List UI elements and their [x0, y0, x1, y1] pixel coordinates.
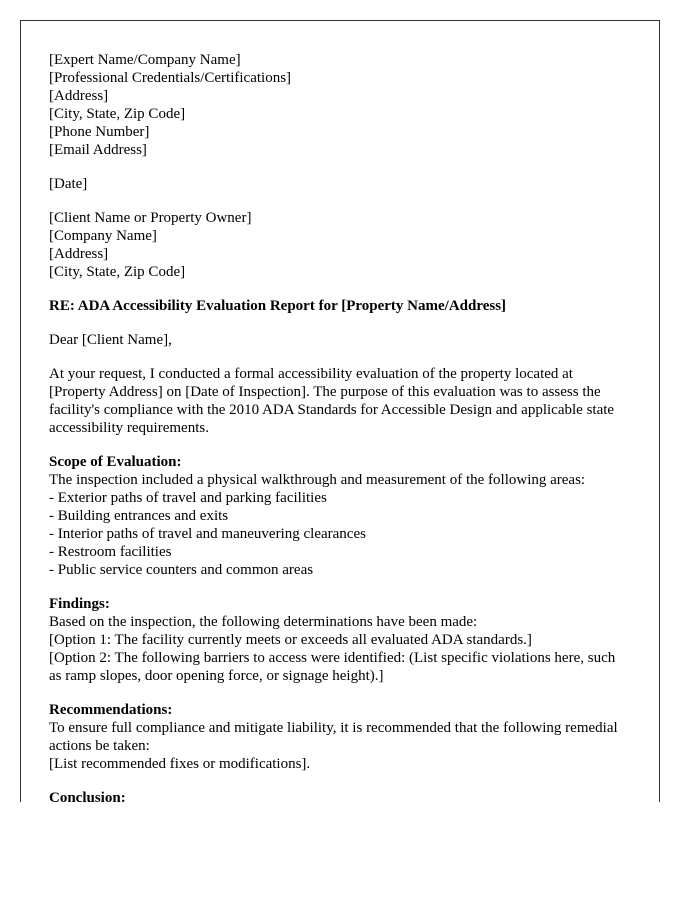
findings-line: Based on the inspection, the following determinations have been made:: [49, 614, 478, 630]
recommendations-heading: Recommendations:: [49, 702, 173, 718]
date: [Date]: [49, 176, 88, 192]
intro-paragraph: At your request, I conducted a formal accessibility evaluation of the property located at [Property Address] on [Date of Inspection]. The purpose of this evaluation was to assess the facility's compliance with the 2010 ADA Standards for Accessible Design and applicable state accessibility requirements.: [49, 366, 615, 436]
scope-item: - Building entrances and exits: [49, 508, 229, 524]
scope-item: - Interior paths of travel and maneuvering clearances: [49, 526, 366, 542]
scope-item: - Restroom facilities: [49, 544, 172, 560]
scope-heading: Scope of Evaluation:: [49, 454, 182, 470]
recipient-line: [Client Name or Property Owner]: [49, 210, 252, 226]
sender-block: [49, 51, 631, 159]
letter-page: [20, 20, 660, 802]
findings-section: [49, 595, 631, 685]
recipient-block: [49, 209, 631, 281]
sender-line: [Professional Credentials/Certifications]: [49, 70, 292, 86]
scope-section: [49, 453, 631, 579]
findings-heading: Findings:: [49, 596, 110, 612]
scope-item: - Exterior paths of travel and parking facilities: [49, 490, 327, 506]
recipient-line: [Company Name]: [49, 228, 157, 244]
recipient-line: [Address]: [49, 246, 109, 262]
sender-line: [City, State, Zip Code]: [49, 106, 186, 122]
findings-line: [Option 1: The facility currently meets or exceeds all evaluated ADA standards.]: [49, 632, 532, 648]
recipient-line: [City, State, Zip Code]: [49, 264, 186, 280]
sender-line: [Phone Number]: [49, 124, 150, 140]
findings-line: [Option 2: The following barriers to access were identified: (List specific violations here, such as ramp slopes, door opening force, or signage height).]: [49, 650, 616, 684]
conclusion-heading: Conclusion:: [49, 790, 126, 802]
recommendations-line: To ensure full compliance and mitigate liability, it is recommended that the following remedial actions be taken:: [49, 720, 618, 754]
sender-line: [Email Address]: [49, 142, 147, 158]
scope-line: The inspection included a physical walkthrough and measurement of the following areas:: [49, 472, 586, 488]
sender-line: [Address]: [49, 88, 109, 104]
scope-item: - Public service counters and common areas: [49, 562, 314, 578]
recommendations-line: [List recommended fixes or modifications].: [49, 756, 311, 772]
conclusion-section: [49, 789, 631, 802]
sender-line: [Expert Name/Company Name]: [49, 52, 241, 68]
salutation: Dear [Client Name],: [49, 332, 172, 348]
recommendations-section: [49, 701, 631, 773]
subject-line: RE: ADA Accessibility Evaluation Report for [Property Name/Address]: [49, 298, 507, 314]
